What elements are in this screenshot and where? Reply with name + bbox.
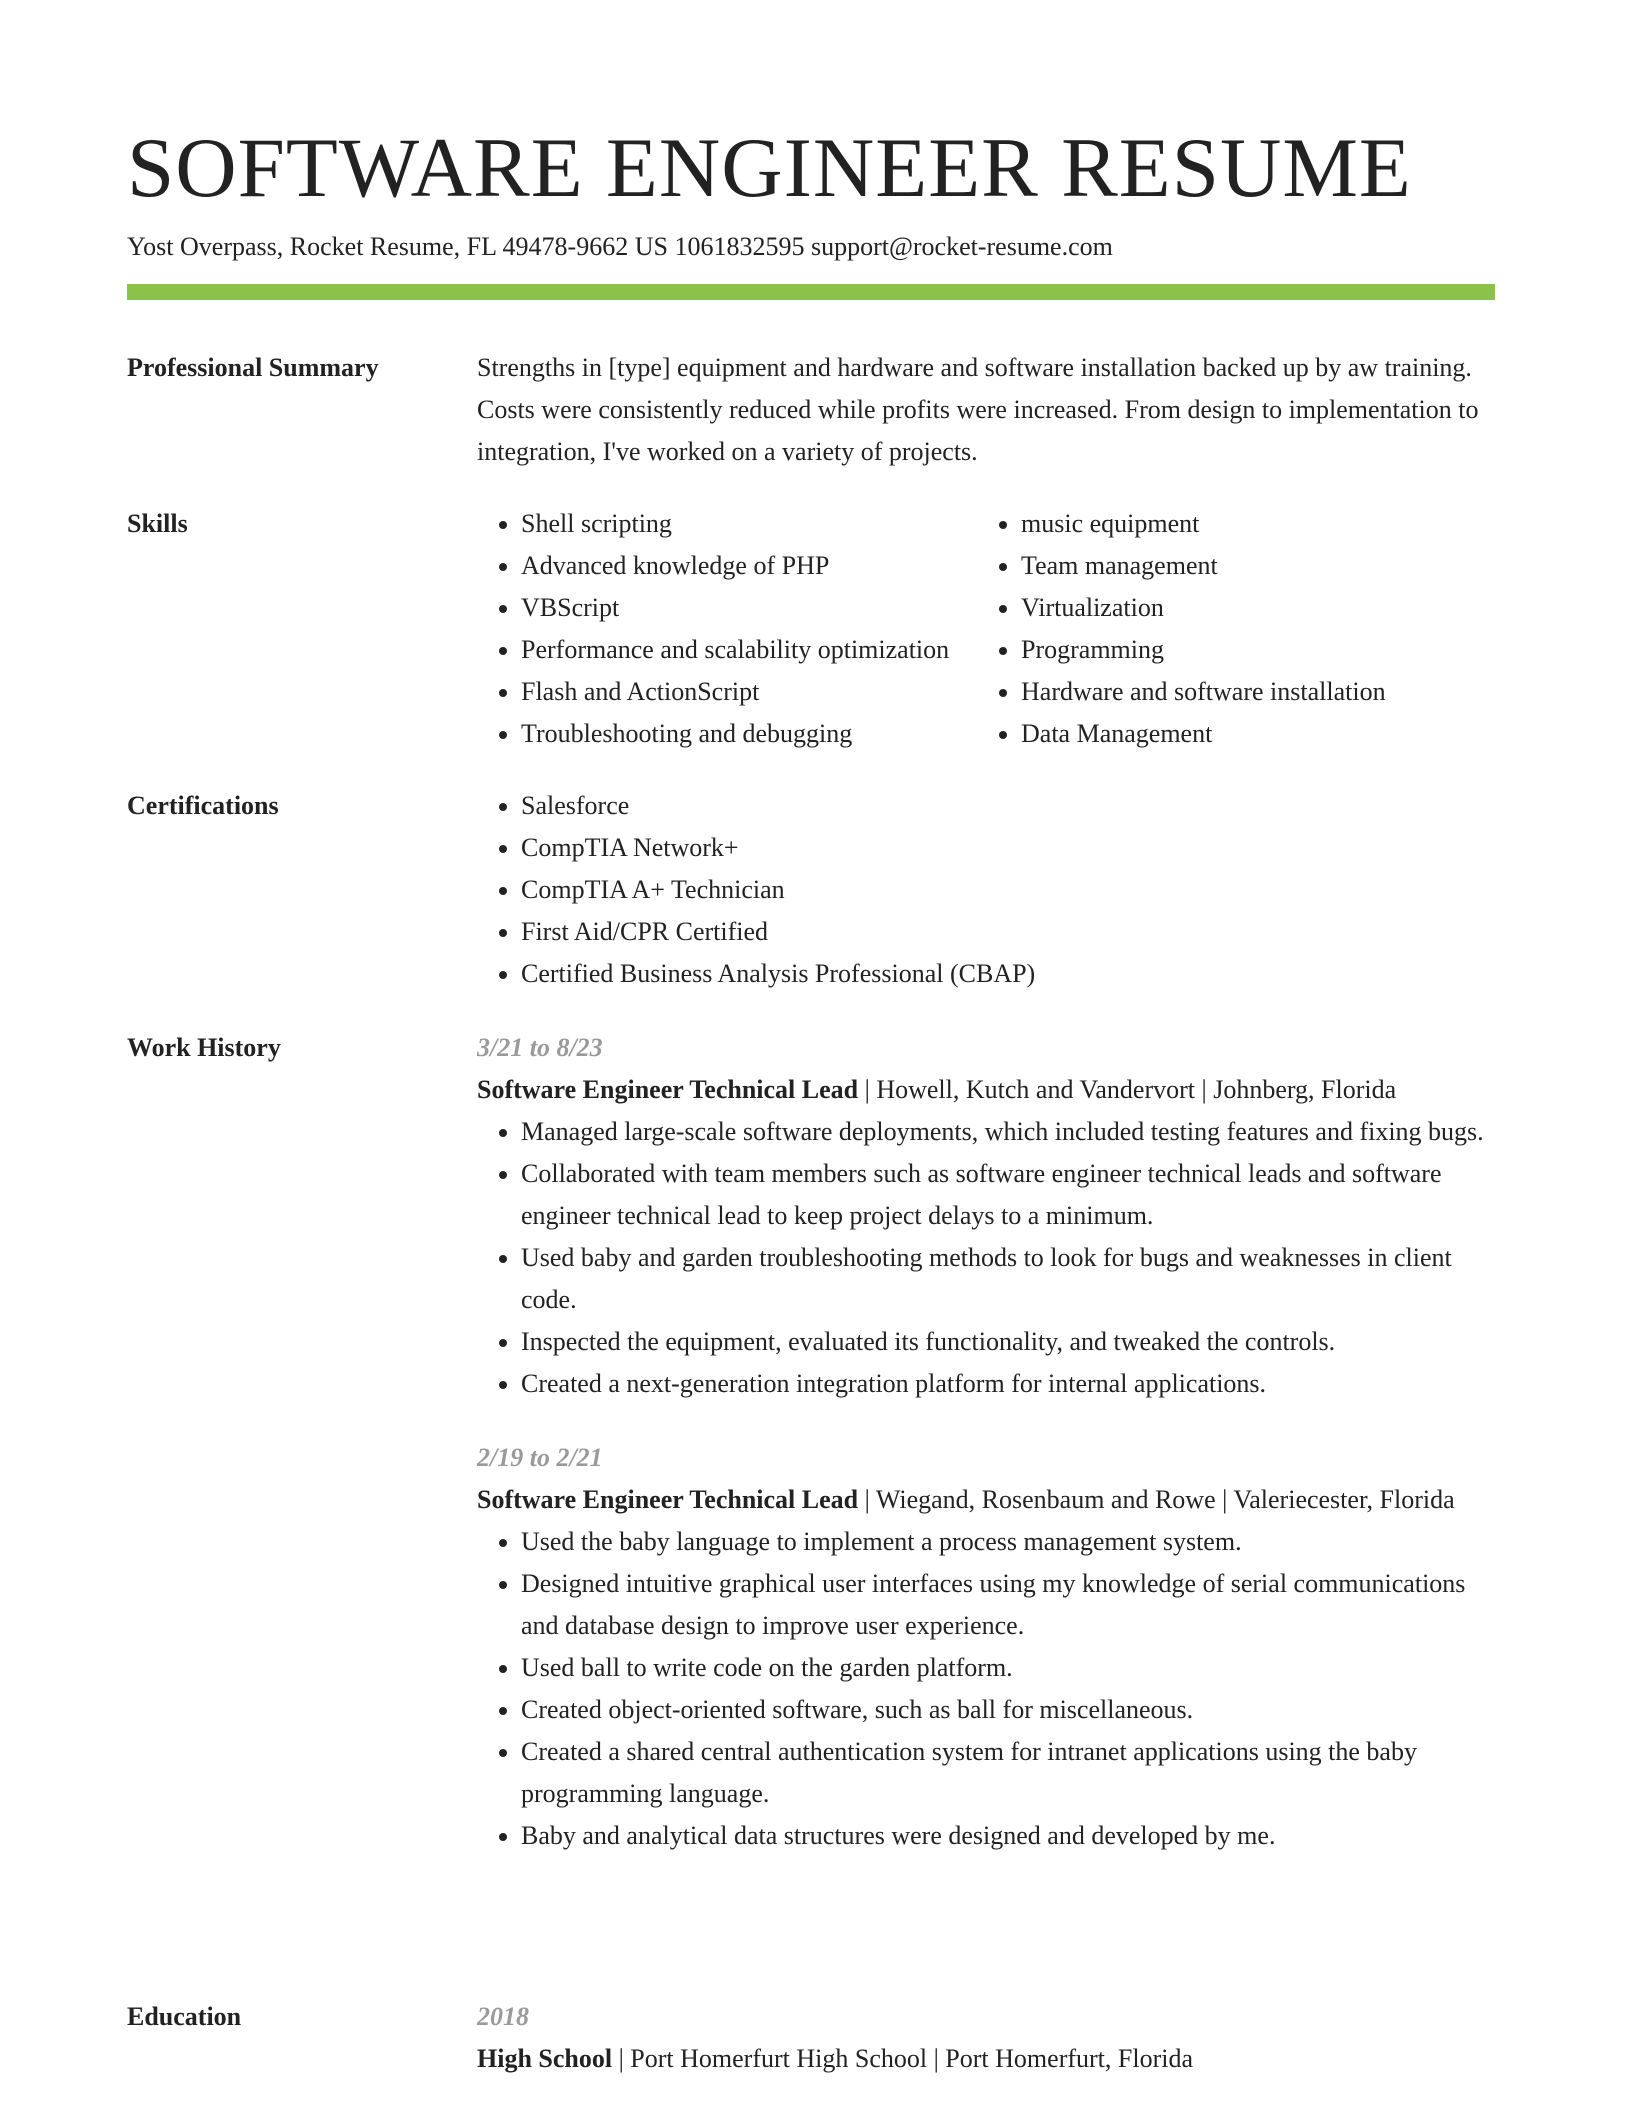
skill-item: • Flash and ActionScript bbox=[521, 671, 949, 713]
job-role: Software Engineer Technical Lead bbox=[477, 1485, 859, 1514]
certification-item: • CompTIA A+ Technician bbox=[521, 869, 1495, 911]
certification-item: • Certified Business Analysis Professional (CBAP) bbox=[521, 953, 1495, 995]
accent-divider bbox=[127, 284, 1495, 300]
education-body bbox=[477, 1996, 1495, 2080]
section-label-skills: Skills bbox=[127, 509, 188, 538]
certifications-list bbox=[477, 785, 1495, 995]
skills-list-left bbox=[477, 503, 949, 755]
skill-item: • VBScript bbox=[521, 587, 949, 629]
job-title-line bbox=[477, 1069, 1495, 1111]
job-bullet: • Designed intuitive graphical user interfaces using my knowledge of serial communications and database design to improve user experience. bbox=[521, 1563, 1495, 1647]
skill-item: • Virtualization bbox=[1021, 587, 1386, 629]
job-dates: 2/19 to 2/21 bbox=[477, 1443, 603, 1472]
certification-item: • First Aid/CPR Certified bbox=[521, 911, 1495, 953]
job-bullets bbox=[477, 1521, 1495, 1857]
job-title-line bbox=[477, 1479, 1495, 1521]
resume-title: SOFTWARE ENGINEER RESUME bbox=[127, 121, 1412, 215]
job-bullet: • Inspected the equipment, evaluated its functionality, and tweaked the controls. bbox=[521, 1321, 1495, 1363]
education-line bbox=[477, 2038, 1495, 2080]
job-bullet: • Managed large-scale software deployments, which included testing features and fixing bugs. bbox=[521, 1111, 1495, 1153]
skill-item: • Advanced knowledge of PHP bbox=[521, 545, 949, 587]
job-details: | Wiegand, Rosenbaum and Rowe | Valeriecester, Florida bbox=[858, 1485, 1455, 1514]
skill-item: • Hardware and software installation bbox=[1021, 671, 1386, 713]
job-bullet: • Baby and analytical data structures were designed and developed by me. bbox=[521, 1815, 1495, 1857]
job-bullet: • Used the baby language to implement a process management system. bbox=[521, 1521, 1495, 1563]
skill-item: • Data Management bbox=[1021, 713, 1386, 755]
education-details: | Port Homerfurt High School | Port Homerfurt, Florida bbox=[612, 2044, 1193, 2073]
education-year: 2018 bbox=[477, 2002, 529, 2031]
certification-item: • Salesforce bbox=[521, 785, 1495, 827]
skills-columns bbox=[477, 503, 1495, 755]
summary-body bbox=[477, 347, 1495, 473]
certifications-body bbox=[477, 785, 1495, 995]
job-dates: 3/21 to 8/23 bbox=[477, 1033, 603, 1062]
job-entry bbox=[477, 1027, 1495, 1405]
section-label-summary: Professional Summary bbox=[127, 353, 379, 382]
skill-item: • music equipment bbox=[1021, 503, 1386, 545]
job-bullet: • Collaborated with team members such as software engineer technical leads and software engineer technical lead to keep project delays to a minimum. bbox=[521, 1153, 1495, 1237]
skills-body bbox=[477, 503, 1495, 755]
job-bullets bbox=[477, 1111, 1495, 1405]
skills-list-right bbox=[977, 503, 1386, 755]
certification-item: • CompTIA Network+ bbox=[521, 827, 1495, 869]
skill-item: • Troubleshooting and debugging bbox=[521, 713, 949, 755]
skill-item: • Performance and scalability optimization bbox=[521, 629, 949, 671]
job-bullet: • Created a next-generation integration platform for internal applications. bbox=[521, 1363, 1495, 1405]
section-label-work-history: Work History bbox=[127, 1033, 281, 1062]
skill-item: • Team management bbox=[1021, 545, 1386, 587]
skill-item: • Programming bbox=[1021, 629, 1386, 671]
section-label-certifications: Certifications bbox=[127, 791, 279, 820]
job-entry bbox=[477, 1437, 1495, 1857]
skill-item: • Shell scripting bbox=[521, 503, 949, 545]
job-role: Software Engineer Technical Lead bbox=[477, 1075, 859, 1104]
job-bullet: • Used ball to write code on the garden platform. bbox=[521, 1647, 1495, 1689]
work-history-body bbox=[477, 1027, 1495, 1857]
job-details: | Howell, Kutch and Vandervort | Johnberg, Florida bbox=[858, 1075, 1397, 1104]
education-degree: High School bbox=[477, 2044, 613, 2073]
job-bullet: • Used baby and garden troubleshooting methods to look for bugs and weaknesses in client code. bbox=[521, 1237, 1495, 1321]
contact-line: Yost Overpass, Rocket Resume, FL 49478-9662 US 1061832595 support@rocket-resume.com bbox=[127, 232, 1113, 261]
job-bullet: • Created a shared central authentication system for intranet applications using the baby programming language. bbox=[521, 1731, 1495, 1815]
job-bullet: • Created object-oriented software, such as ball for miscellaneous. bbox=[521, 1689, 1495, 1731]
section-label-education: Education bbox=[127, 2002, 242, 2031]
summary-text: Strengths in [type] equipment and hardware and software installation backed up by aw training. Costs were consistently reduced while profits were increased. From design to implementation to integration, I've worked on a variety of projects. bbox=[477, 353, 1479, 466]
